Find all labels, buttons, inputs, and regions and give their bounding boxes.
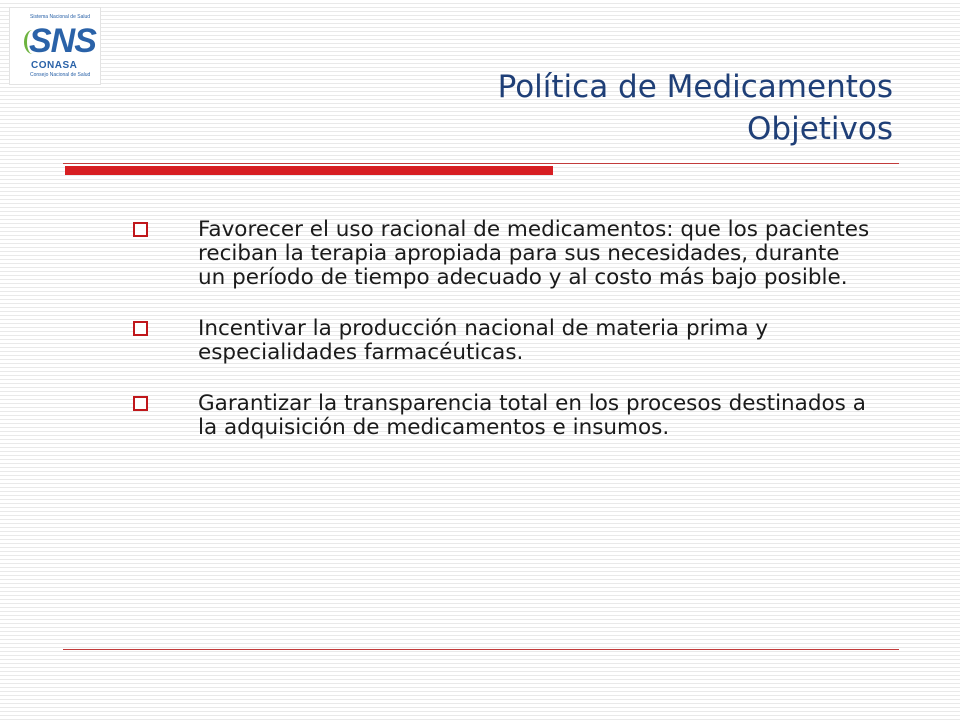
title-divider-accent	[65, 166, 553, 175]
logo-top-text: Sistema Nacional de Salud	[30, 14, 91, 20]
footer-divider	[63, 649, 899, 650]
title-divider-thin	[63, 163, 899, 164]
slide-title-line1: Política de Medicamentos	[497, 69, 893, 105]
square-bullet-icon	[133, 396, 148, 411]
list-item	[133, 317, 873, 365]
list-item	[133, 218, 873, 290]
slide-title-line2: Objetivos	[747, 111, 893, 147]
list-item	[133, 392, 873, 440]
logo-sub-text: Consejo Nacional de Salud	[30, 72, 91, 78]
square-bullet-icon	[133, 321, 148, 336]
square-bullet-icon	[133, 222, 148, 237]
bullet-list	[133, 218, 873, 467]
conasa-logo	[9, 7, 101, 85]
logo-name: CONASA	[31, 60, 78, 71]
bullet-text: Garantizar la transparencia total en los procesos destinados a la adquisición de medicamentos e insumos.	[198, 391, 866, 440]
logo-mark: SNS	[29, 22, 96, 60]
bullet-text: Favorecer el uso racional de medicamentos: que los pacientes reciban la terapia apropiada para sus necesidades, durante un período de tiempo adecuado y al costo más bajo posible.	[198, 217, 870, 290]
bullet-text: Incentivar la producción nacional de materia prima y especialidades farmacéuticas.	[198, 316, 769, 365]
slide-title	[193, 66, 893, 150]
